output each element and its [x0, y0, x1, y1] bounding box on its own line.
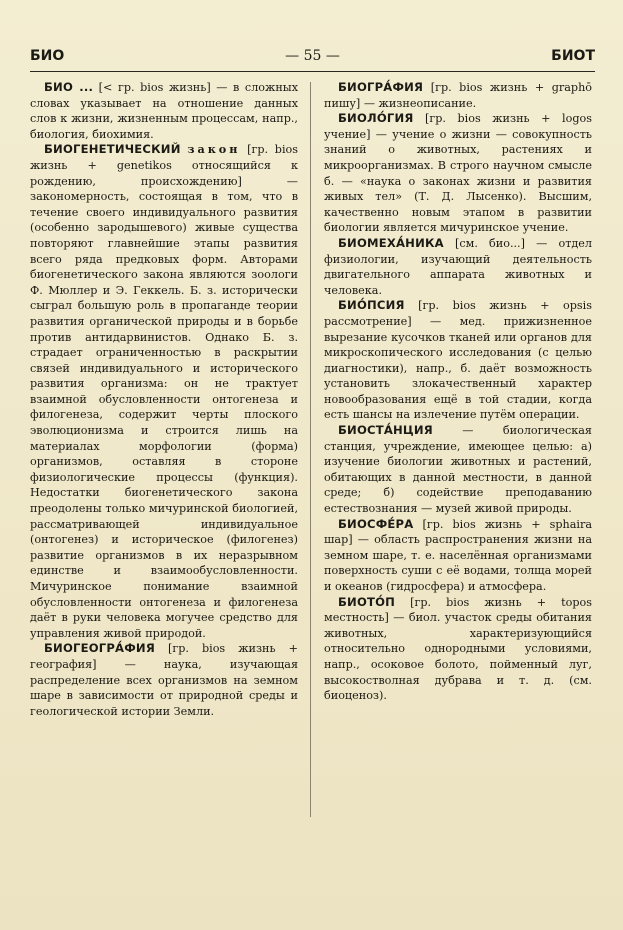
entry-biomekhanika [324, 236, 592, 298]
entry-body: [гр. bios жизнь + sphaira шар] — область распространения жизни на земном шаре, т. е. населённая организмами поверхность суши с её водами, толща морей и океанов (гидросфера) и атмосфера. [324, 517, 592, 593]
entry-headword: БИОЛО́ГИЯ [338, 111, 414, 126]
page-header [30, 48, 595, 70]
entry-headword: БИОТО́П [338, 594, 396, 609]
left-column [30, 80, 298, 719]
entry-headword: БИОГЕОГРА́ФИЯ [44, 641, 155, 656]
entry-body: [гр. bios жизнь + topos местность] — биол. участок среды обитания животных, характеризующийся относительно однородными условиями, напр., осоковое болото, пойменный луг, высокостволная дубрава и т. д. (см. биоценоз). [324, 595, 592, 703]
page-number: — 55 — [285, 48, 340, 64]
right-column [324, 80, 592, 704]
entry-biopsiya [324, 298, 592, 423]
entry-biosfera [324, 517, 592, 595]
entry-biologiya [324, 111, 592, 236]
header-left-guide-word: БИО [30, 48, 65, 64]
entry-headword: БИОГРА́ФИЯ [338, 80, 424, 94]
entry-biogeografiya [30, 641, 298, 719]
header-rule [30, 71, 595, 72]
entry-headword: БИО ... [44, 80, 94, 94]
entry-body: [гр. bios жизнь + logos учение] — учение о жизни — совокупность знаний о животных, растениях и микроорганизмах. В строго научном смысле б. — «наука о законах жизни и развития живых тел» (Т. Д. Лысенко). Высшим, качественно новым этапом в развитии биологии является мичуринское учение. [324, 112, 593, 235]
entry-biografiya [324, 80, 592, 111]
entry-headword: БИОСТА́НЦИЯ [338, 423, 433, 438]
entry-headword-suffix: закон [187, 142, 241, 157]
entry-body: [гр. bios жизнь + graphō пишу] — жизнеописание. [324, 81, 593, 110]
header-right-guide-word: БИОТ [551, 48, 595, 64]
entry-headword: БИО́ПСИЯ [338, 298, 405, 313]
entry-biotop [324, 595, 592, 704]
entry-body: [см. био...] — отдел физиологии, изучающий деятельность двигательного аппарата животных и человека. [324, 236, 592, 297]
entry-biostantsiya [324, 423, 592, 517]
entry-biogeneticheskiy [30, 142, 298, 641]
entry-body: [гр. bios жизнь + genetikos относящийся к рождению, происхождению] — закономерность, состоящая в том, что в течение своего индивидуального развития (особенно зародышевого) живые существа повторяют главнейшие этапы развития всего ряда предковых форм. Авторами биогенетического закона являются зоологи Ф. Мюллер и Э. Геккель. Б. з. исторически сыграл большую роль в пропаганде теории развития органической природы и в борьбе против антидарвинистов. Однако Б. з. страдает ограниченностью в раскрытии связей индивидуального и исторического развития организма: он не трактует взаимной обусловленности онтогенеза и филогенеза, содержит черты плоского эволюционизма и строится лишь на материалах морфологии (форма) организмов, оставляя в стороне физиологические процессы (функция). Недостатки биогенетического закона преодолены только мичуринской биологией, рассматривающей индивидуальное (онтогенез) и историческое (филогенез) развитие организмов в их неразрывном единстве и взаимообусловленности. Мичуринское понимание взаимной обусловленности онтогенеза и филогенеза даёт в руки человека могучее средство для управления живой природой. [30, 143, 299, 640]
entry-headword: БИОМЕХА́НИКА [338, 235, 444, 250]
entry-headword: БИОСФЕ́РА [338, 516, 414, 531]
column-divider [310, 82, 311, 817]
entry-body: [< гр. bios жизнь] — в сложных словах указывает на отношение данных слов к жизни, жизненным процессам, напр., биология, биохимия. [30, 81, 299, 141]
entry-bio [30, 80, 298, 142]
entry-body: [гр. bios жизнь + география] — наука, изучающая распределение всех организмов на земном шаре в зависимости от природной среды и геологической истории Земли. [30, 642, 298, 718]
entry-body: [гр. bios жизнь + opsis рассмотрение] — мед. прижизненное вырезание кусочков тканей или органов для микроскопического исследования (с целью диагностики), напр., б. даёт возможность установить злокачественный характер новообразования ещё в той стадии, когда есть шансы на излечение путём операции. [324, 299, 592, 422]
entry-headword: БИОГЕНЕТИЧЕСКИЙ [44, 142, 181, 157]
entry-body: — биологическая станция, учреждение, имеющее целью: а) изучение биологии животных и растений, обитающих в данной местности, в данной среде; б) содействие преподаванию естествознания — музей живой природы. [324, 424, 592, 516]
